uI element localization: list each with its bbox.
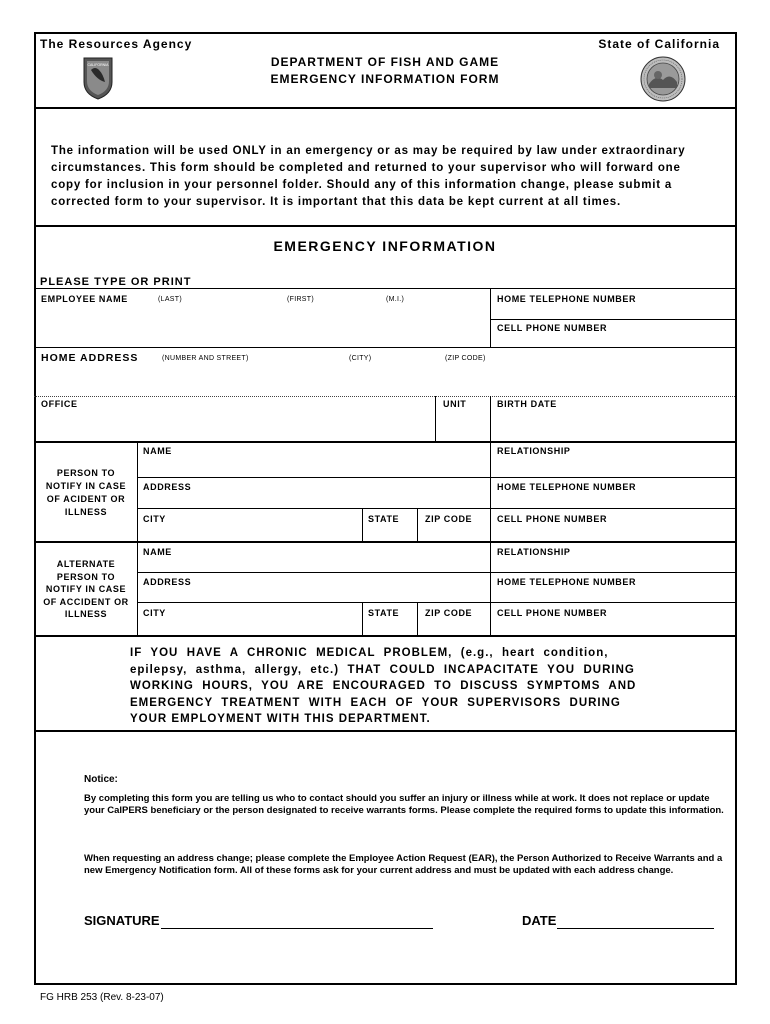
notice-paragraph-2: When requesting an address change; please complete the Employee Action Request (EAR), the Person Authorized to Receive Warrants and a new Emergency Notification form. All of these forms ask for your current address and must be updated with each address change. (84, 853, 723, 876)
medical-line: EMERGENCY TREATMENT WITH EACH OF YOUR SUPERVISORS DURING (130, 696, 621, 709)
home-address-field[interactable] (36, 366, 733, 395)
contact2-city-field[interactable] (139, 619, 361, 634)
contact1-relationship-label: RELATIONSHIP (497, 446, 571, 456)
contact1-home-phone-field[interactable] (492, 493, 733, 507)
divider (34, 396, 735, 397)
department-title: DEPARTMENT OF FISH AND GAME (270, 55, 500, 69)
california-state-seal (640, 56, 686, 102)
employee-name-field[interactable] (36, 304, 488, 346)
divider (417, 508, 418, 541)
contact2-address-field[interactable] (139, 588, 489, 601)
home-phone-field[interactable] (492, 305, 733, 318)
medical-line: IF YOU HAVE A CHRONIC MEDICAL PROBLEM, (e.g., heart condition, (130, 647, 609, 659)
heading-line: OF ACCIDENT OR (43, 596, 129, 607)
home-address-label: HOME ADDRESS (41, 352, 139, 364)
contact2-cell-phone-field[interactable] (492, 619, 733, 634)
fish-and-game-badge-logo (83, 56, 113, 100)
birth-date-label: BIRTH DATE (497, 399, 557, 409)
intro-paragraph (51, 143, 731, 211)
signature-label: SIGNATURE (84, 913, 160, 928)
intro-line: copy for inclusion in your personnel folder. Should any of this information change, please submit a (51, 179, 673, 191)
birth-date-field[interactable] (492, 410, 733, 440)
contact2-home-phone-field[interactable] (492, 588, 733, 601)
heading-line: ILLNESS (64, 609, 108, 619)
heading-line: NOTIFY IN CASE (45, 584, 127, 594)
divider (137, 572, 735, 573)
medical-line: epilepsy, asthma, allergy, etc.) THAT COULD INCAPACITATE YOU DURING (130, 663, 635, 676)
date-line[interactable] (557, 915, 714, 929)
agency-name: The Resources Agency (40, 37, 193, 51)
notice-title: Notice: (84, 774, 118, 785)
heading-line: PERSON TO (56, 468, 116, 478)
divider (417, 602, 418, 635)
contact1-relationship-field[interactable] (492, 457, 733, 476)
home-phone-label: HOME TELEPHONE NUMBER (497, 294, 637, 304)
divider (34, 441, 735, 443)
divider (137, 441, 138, 635)
contact1-name-label: NAME (143, 446, 172, 456)
contact1-city-field[interactable] (139, 525, 361, 539)
medical-advisory (130, 645, 637, 728)
signature-line[interactable] (161, 915, 433, 929)
notice-paragraph-1: By completing this form you are telling us who to contact should you suffer an injury or illness while at work. It does not replace or update your CalPERS beneficiary or the person designated to receive warrants forms. Please complete the required forms to update this information. (84, 793, 724, 816)
contact1-city-label: CITY (143, 514, 166, 524)
heading-line: ILLNESS (64, 507, 108, 517)
city-hint: (CITY) (349, 355, 372, 362)
first-name-hint: (FIRST) (287, 296, 314, 303)
form-number: FG HRB 253 (Rev. 8-23-07) (40, 992, 164, 1003)
contact2-home-phone-label: HOME TELEPHONE NUMBER (497, 577, 637, 587)
print-instruction: PLEASE TYPE OR PRINT (40, 276, 192, 288)
office-field[interactable] (36, 410, 434, 440)
divider (490, 396, 491, 441)
contact1-cell-phone-field[interactable] (492, 525, 733, 539)
contact2-cell-phone-label: CELL PHONE NUMBER (497, 608, 608, 618)
contact2-zip-field[interactable] (419, 619, 489, 634)
divider (435, 396, 436, 441)
middle-initial-hint: (M.I.) (386, 296, 405, 303)
date-label: DATE (522, 913, 557, 928)
intro-line: The information will be used ONLY in an emergency or as may be required by law under extraordinary (51, 145, 686, 157)
divider (34, 635, 735, 637)
heading-line: OF ACIDENT OR (46, 494, 126, 504)
cell-phone-field[interactable] (492, 334, 733, 346)
unit-label: UNIT (443, 399, 467, 409)
contact1-state-label: STATE (368, 514, 400, 524)
medical-line: WORKING HOURS, YOU ARE ENCOURAGED TO DISCUSS SYMPTOMS AND (130, 680, 637, 692)
contact1-name-field[interactable] (139, 457, 489, 476)
divider (490, 319, 735, 320)
divider (34, 730, 735, 732)
last-name-hint: (LAST) (158, 296, 182, 303)
contact2-name-field[interactable] (139, 558, 489, 571)
divider (34, 107, 735, 109)
contact2-city-label: CITY (143, 608, 166, 618)
state-name: State of California (598, 37, 720, 51)
divider (137, 602, 735, 603)
contact2-relationship-field[interactable] (492, 558, 733, 571)
intro-line: circumstances. This form should be completed and returned to your supervisor who will forward one (51, 162, 681, 174)
cell-phone-label: CELL PHONE NUMBER (497, 323, 608, 333)
divider (137, 508, 735, 509)
contact2-state-label: STATE (368, 608, 400, 618)
medical-line: YOUR EMPLOYMENT WITH THIS DEPARTMENT. (130, 713, 431, 725)
street-hint: (NUMBER AND STREET) (162, 355, 249, 362)
contact1-zip-label: ZIP CODE (425, 514, 473, 524)
heading-line: ALTERNATE (56, 559, 116, 569)
divider (362, 508, 363, 541)
zip-hint: (ZIP CODE) (445, 355, 486, 362)
contact1-address-field[interactable] (139, 493, 489, 507)
intro-line: corrected form to your supervisor. It is important that this data be kept current at all times. (51, 196, 621, 208)
contact-heading (36, 467, 136, 519)
heading-line: PERSON TO (56, 571, 116, 582)
contact1-home-phone-label: HOME TELEPHONE NUMBER (497, 482, 637, 492)
contact2-name-label: NAME (143, 547, 172, 557)
divider (34, 225, 735, 227)
contact2-address-label: ADDRESS (143, 577, 192, 587)
contact1-zip-field[interactable] (419, 525, 489, 539)
contact1-cell-phone-label: CELL PHONE NUMBER (497, 514, 608, 524)
contact2-zip-label: ZIP CODE (425, 608, 473, 618)
section-title: EMERGENCY INFORMATION (273, 238, 497, 254)
divider (490, 441, 491, 635)
unit-field[interactable] (437, 410, 489, 440)
svg-text:CALIFORNIA: CALIFORNIA (87, 63, 109, 67)
alternate-contact-heading (36, 558, 136, 621)
divider (490, 288, 491, 347)
employee-name-label: EMPLOYEE NAME (41, 294, 128, 304)
divider (34, 288, 735, 289)
contact2-state-field[interactable] (364, 619, 416, 634)
divider (34, 347, 735, 348)
divider (34, 541, 735, 543)
divider (137, 477, 735, 478)
heading-line: NOTIFY IN CASE (45, 481, 127, 491)
contact1-state-field[interactable] (364, 525, 416, 539)
form-title: EMERGENCY INFORMATION FORM (270, 72, 500, 86)
office-label: OFFICE (41, 399, 78, 409)
contact1-address-label: ADDRESS (143, 482, 192, 492)
contact2-relationship-label: RELATIONSHIP (497, 547, 571, 557)
divider (362, 602, 363, 635)
